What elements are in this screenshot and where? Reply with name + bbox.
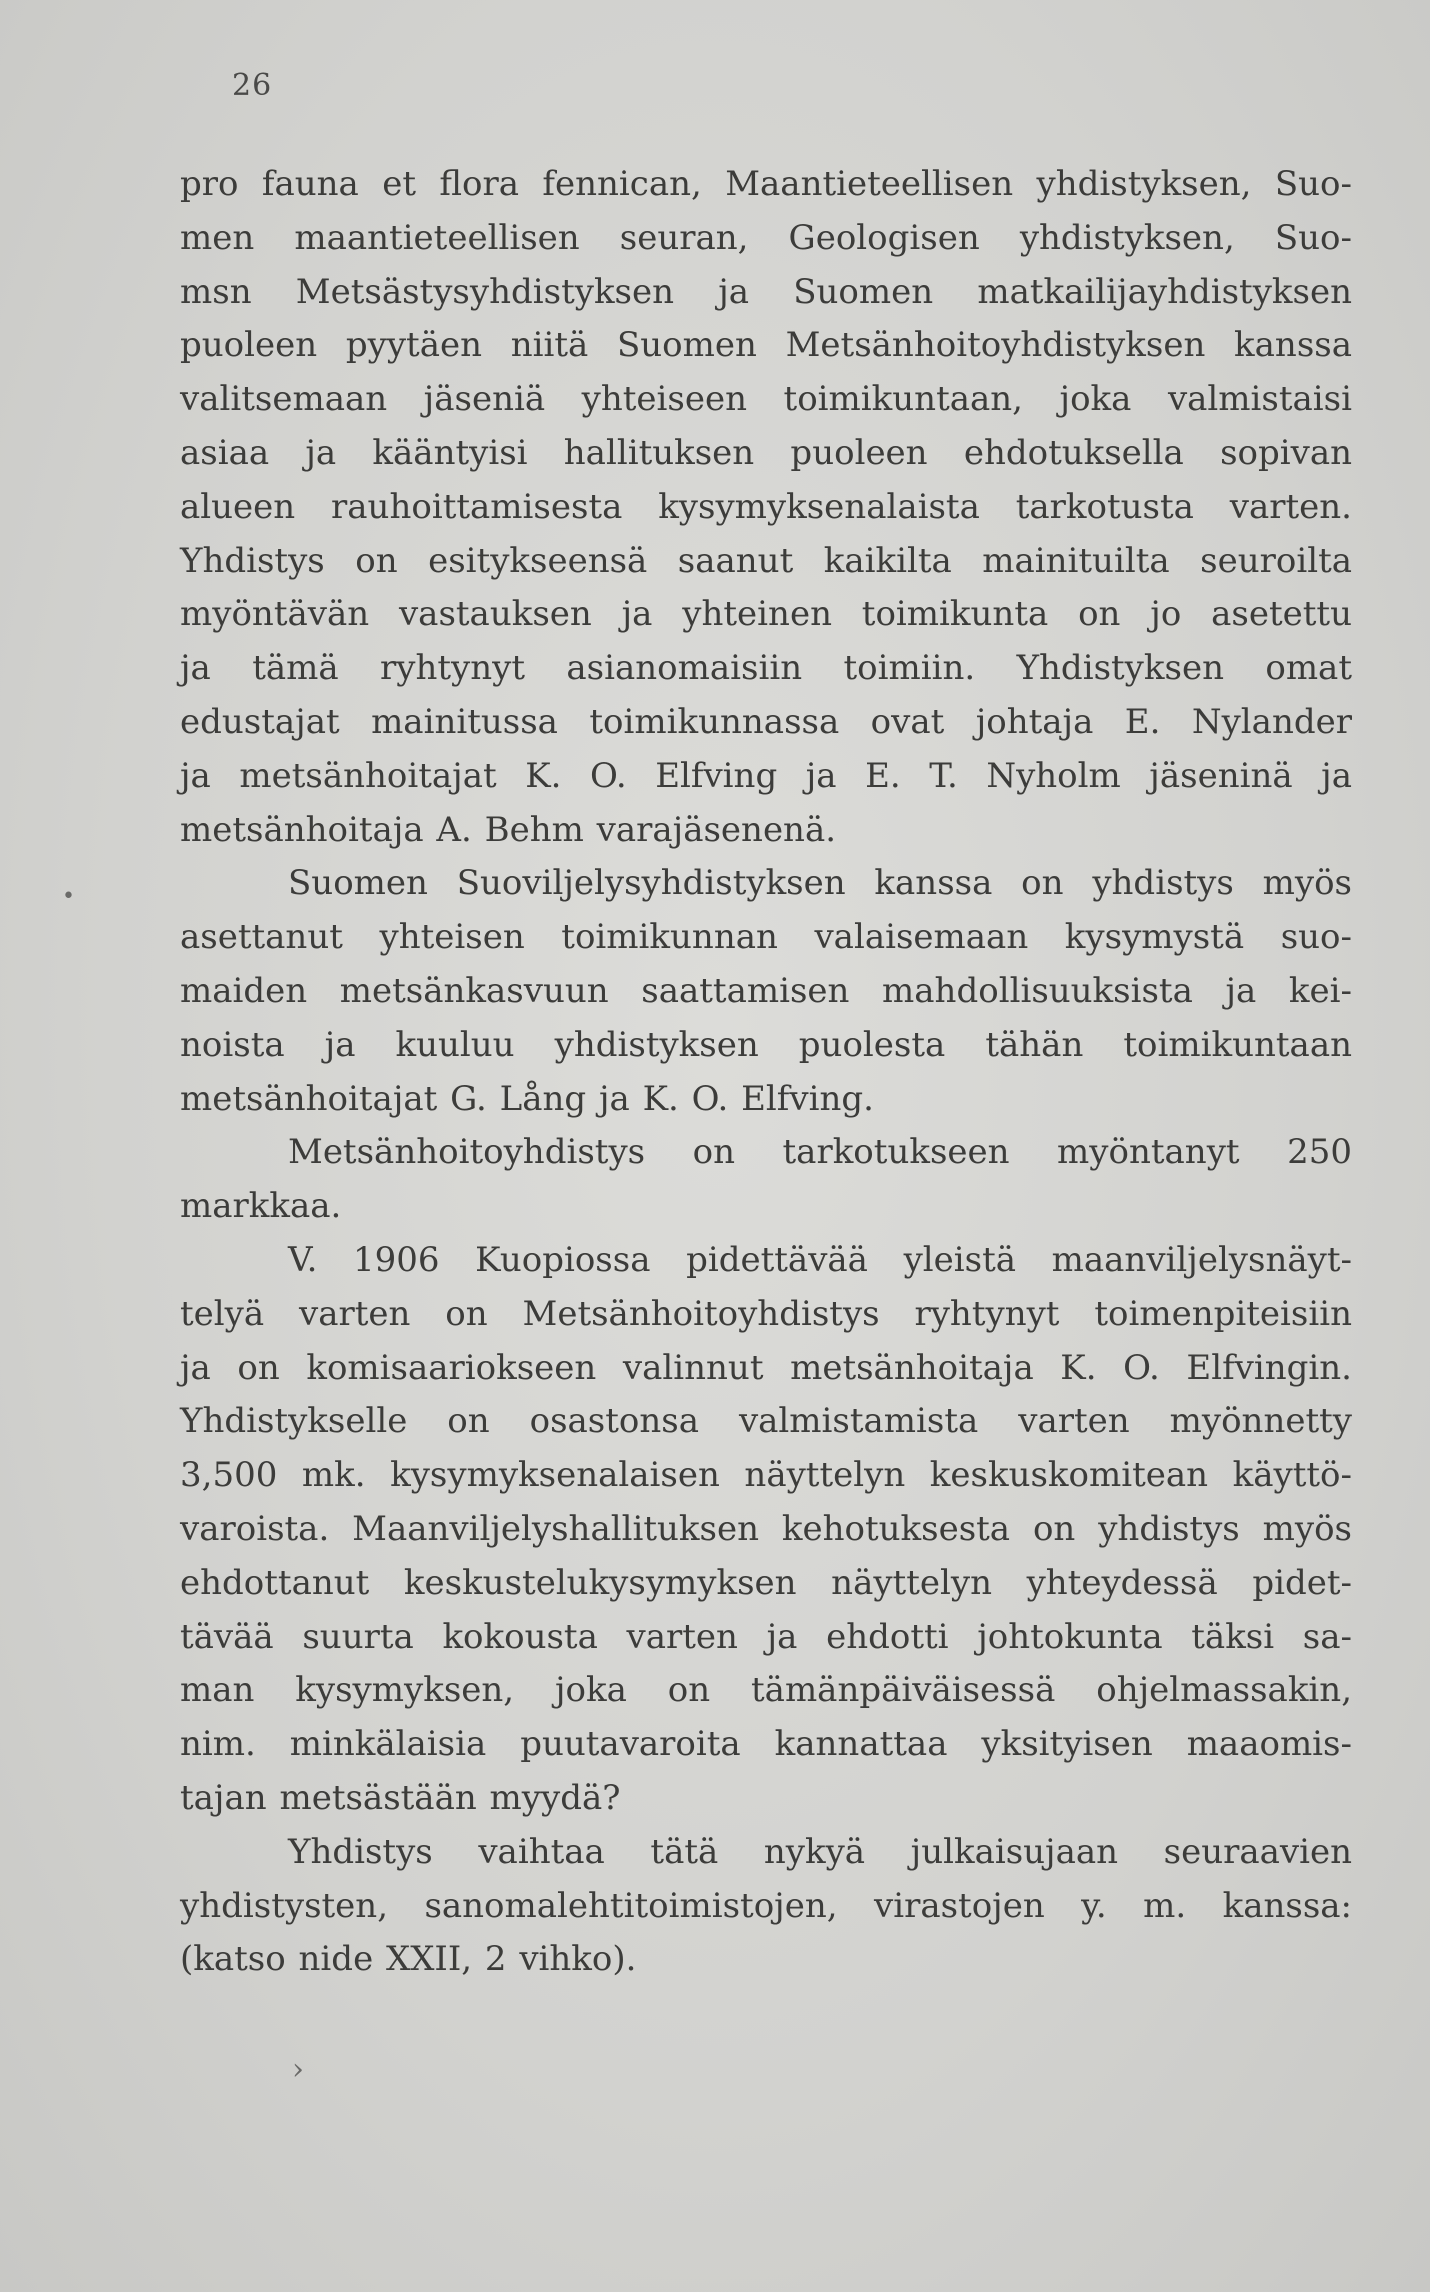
text-line: telyä varten on Metsänhoitoyhdistys ryhtynyt toimenpiteisiin xyxy=(180,1293,1352,1334)
text-line: asiaa ja kääntyisi hallituksen puoleen ehdotuksella sopivan xyxy=(180,432,1352,473)
text-line: Yhdistykselle on osastonsa valmistamista varten myönnetty xyxy=(180,1401,1352,1442)
text-line: ja metsänhoitajat K. O. Elfving ja E. T. Nyholm jäseninä ja xyxy=(180,755,1352,796)
text-line: markkaa. xyxy=(180,1186,342,1227)
text-line: V. 1906 Kuopiossa pidettävää yleistä maanviljelysnäyt- xyxy=(288,1239,1352,1280)
text-line: Metsänhoitoyhdistys on tarkotukseen myöntanyt 250 xyxy=(288,1132,1352,1173)
text-line: asettanut yhteisen toimikunnan valaisemaan kysymystä suo- xyxy=(180,917,1352,958)
text-line: maiden metsänkasvuun saattamisen mahdollisuuksista ja kei- xyxy=(180,970,1352,1011)
text-line: varoista. Maanviljelyshallituksen kehotuksesta on yhdistys myös xyxy=(180,1508,1352,1549)
text-line: nim. minkälaisia puutavaroita kannattaa yksityisen maaomis- xyxy=(180,1724,1352,1765)
text-line: (katso nide XXII, 2 vihko). xyxy=(180,1939,637,1980)
text-line: tajan metsästään myydä? xyxy=(180,1777,621,1818)
text-line: man kysymyksen, joka on tämänpäiväisessä ohjelmassakin, xyxy=(180,1670,1352,1711)
text-line: Yhdistys vaihtaa tätä nykyä julkaisujaan seuraavien xyxy=(288,1831,1352,1872)
text-line: puoleen pyytäen niitä Suomen Metsänhoitoyhdistyksen kanssa xyxy=(180,325,1352,366)
text-line: men maantieteellisen seuran, Geologisen yhdistyksen, Suo- xyxy=(180,217,1352,258)
text-line: ehdottanut keskustelukysymyksen näyttelyn yhteydessä pidet- xyxy=(180,1562,1352,1603)
text-line: pro fauna et flora fennican, Maantieteellisen yhdistyksen, Suo- xyxy=(180,164,1352,204)
text-line: Yhdistys on esitykseensä saanut kaikilta mainituilta seuroilta xyxy=(180,540,1352,581)
text-line: ja on komisaariokseen valinnut metsänhoitaja K. O. Elfvingin. xyxy=(180,1347,1352,1388)
text-line: edustajat mainitussa toimikunnassa ovat johtaja E. Nylander xyxy=(180,701,1352,742)
text-line: metsänhoitajat G. Lång ja K. O. Elfving. xyxy=(180,1078,874,1119)
text-line: yhdistysten, sanomalehtitoimistojen, virastojen y. m. kanssa: xyxy=(180,1885,1352,1926)
text-line: Suomen Suoviljelysyhdistyksen kanssa on yhdistys myös xyxy=(288,863,1352,904)
text-line: metsänhoitaja A. Behm varajäsenenä. xyxy=(180,809,837,850)
text-line: 3,500 mk. kysymyksenalaisen näyttelyn keskuskomitean käyttö- xyxy=(180,1455,1352,1496)
page-number: 26 xyxy=(232,68,273,103)
text-line: myöntävän vastauksen ja yhteinen toimikunta on jo asetettu xyxy=(180,594,1352,635)
margin-dot-mark: • xyxy=(62,884,75,909)
text-line: tävää suurta kokousta varten ja ehdotti johtokunta täksi sa- xyxy=(180,1616,1352,1657)
text-line: ja tämä ryhtynyt asianomaisiin toimiin. Yhdistyksen omat xyxy=(180,648,1352,689)
text-line: alueen rauhoittamisesta kysymyksenalaista tarkotusta varten. xyxy=(180,486,1352,527)
body-text xyxy=(180,158,1352,1987)
text-line: noista ja kuuluu yhdistyksen puolesta tähän toimikuntaan xyxy=(180,1024,1352,1065)
text-line: valitsemaan jäseniä yhteiseen toimikuntaan, joka valmistaisi xyxy=(180,379,1352,420)
text-line: msn Metsästysyhdistyksen ja Suomen matkailijayhdistyksen xyxy=(180,271,1352,312)
stray-ink-mark: › xyxy=(292,2052,304,2087)
